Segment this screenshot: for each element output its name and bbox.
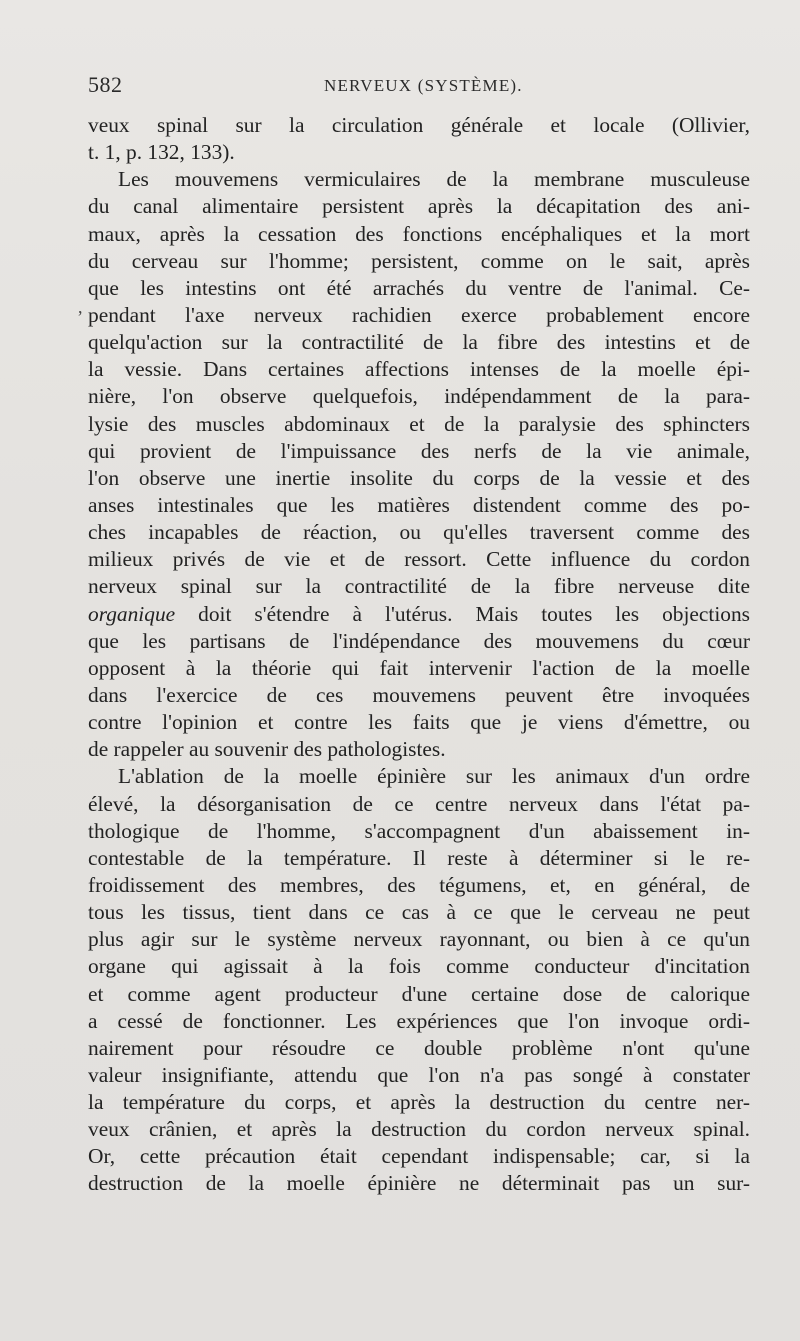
text-line: nière, l'on observe quelquefois, indépendamment de la para-	[88, 384, 750, 409]
text-line: nerveux spinal sur la contractilité de la fibre nerveuse dite	[88, 574, 750, 599]
text-line: que les intestins ont été arrachés du ventre de l'animal. Ce-	[88, 275, 750, 300]
text-line: pendant l'axe nerveux rachidien exerce probablement encore	[88, 302, 750, 327]
text-line: élevé, la désorganisation de ce centre nerveux dans l'état pa-	[88, 791, 750, 816]
text-line: milieux privés de vie et de ressort. Cette influence du cordon	[88, 547, 750, 572]
italic-word: organique	[88, 601, 176, 626]
text-line: organe qui agissait à la fois comme conducteur d'incitation	[88, 954, 750, 979]
text-line: la vessie. Dans certaines affections intenses de la moelle épi-	[88, 357, 750, 382]
text-line: la température du corps, et après la destruction du centre ner-	[88, 1090, 750, 1115]
text-line: veux crânien, et après la destruction du cordon nerveux spinal.	[88, 1117, 750, 1142]
page-number: 582	[88, 72, 123, 97]
text-line: du cerveau sur l'homme; persistent, comme on le sait, après	[88, 248, 750, 273]
running-head	[88, 72, 748, 108]
text-line: de rappeler au souvenir des pathologistes.	[88, 737, 446, 762]
text-line: du canal alimentaire persistent après la décapitation des ani-	[88, 194, 750, 219]
text-line: veux spinal sur la circulation générale et locale (Ollivier,	[88, 113, 750, 137]
running-title: NERVEUX (SYSTÈME).	[324, 76, 523, 95]
text-line: quelqu'action sur la contractilité de la fibre des intestins et de	[88, 330, 750, 355]
text-line: que les partisans de l'indépendance des mouvemens du cœur	[88, 628, 750, 653]
text-line: nairement pour résoudre ce double problème n'ont qu'une	[88, 1035, 750, 1060]
text-line: maux, après la cessation des fonctions encéphaliques et la mort	[88, 221, 750, 246]
text-line: t. 1, p. 132, 133).	[88, 140, 235, 165]
text-line: contre l'opinion et contre les faits que je viens d'émettre, ou	[88, 710, 750, 735]
paragraph	[88, 763, 750, 1197]
stray-mark: ,	[78, 297, 83, 317]
text-line: Or, cette précaution était cependant indispensable; car, si la	[88, 1144, 750, 1169]
text-line: froidissement des membres, des tégumens, et, en général, de	[88, 872, 750, 897]
text-line: l'on observe une inertie insolite du corps de la vessie et des	[88, 465, 750, 490]
text-line: anses intestinales que les matières distendent comme des po-	[88, 492, 750, 517]
text-line: lysie des muscles abdominaux et de la paralysie des sphincters	[88, 411, 750, 436]
text-line: contestable de la température. Il reste à déterminer si le re-	[88, 845, 750, 870]
text-line: qui provient de l'impuissance des nerfs de la vie animale,	[88, 438, 750, 463]
text-segment: doit s'étendre à l'utérus. Mais toutes les objections	[175, 601, 750, 626]
text-line: dans l'exercice de ces mouvemens peuvent être invoquées	[88, 682, 750, 707]
text-line: et comme agent producteur d'une certaine dose de calorique	[88, 981, 750, 1006]
text-line: tous les tissus, tient dans ce cas à ce que le cerveau ne peut	[88, 900, 750, 925]
text-line: L'ablation de la moelle épinière sur les animaux d'un ordre	[118, 764, 750, 789]
text-line: destruction de la moelle épinière ne déterminait pas un sur-	[88, 1171, 750, 1196]
text-line: Les mouvemens vermiculaires de la membrane musculeuse	[118, 167, 750, 192]
text-line: thologique de l'homme, s'accompagnent d'un abaissement in-	[88, 818, 750, 843]
text-line: opposent à la théorie qui fait intervenir l'action de la moelle	[88, 655, 750, 680]
text-line: ches incapables de réaction, ou qu'elles traversent comme des	[88, 520, 750, 545]
paragraph	[88, 166, 750, 763]
paragraph-continuation	[88, 112, 750, 166]
body-text	[88, 112, 750, 1198]
text-line: plus agir sur le système nerveux rayonnant, ou bien à ce qu'un	[88, 927, 750, 952]
text-line: a cessé de fonctionner. Les expériences que l'on invoque ordi-	[88, 1008, 750, 1033]
text-line: valeur insignifiante, attendu que l'on n'a pas songé à constater	[88, 1062, 750, 1087]
text-line	[88, 601, 750, 628]
